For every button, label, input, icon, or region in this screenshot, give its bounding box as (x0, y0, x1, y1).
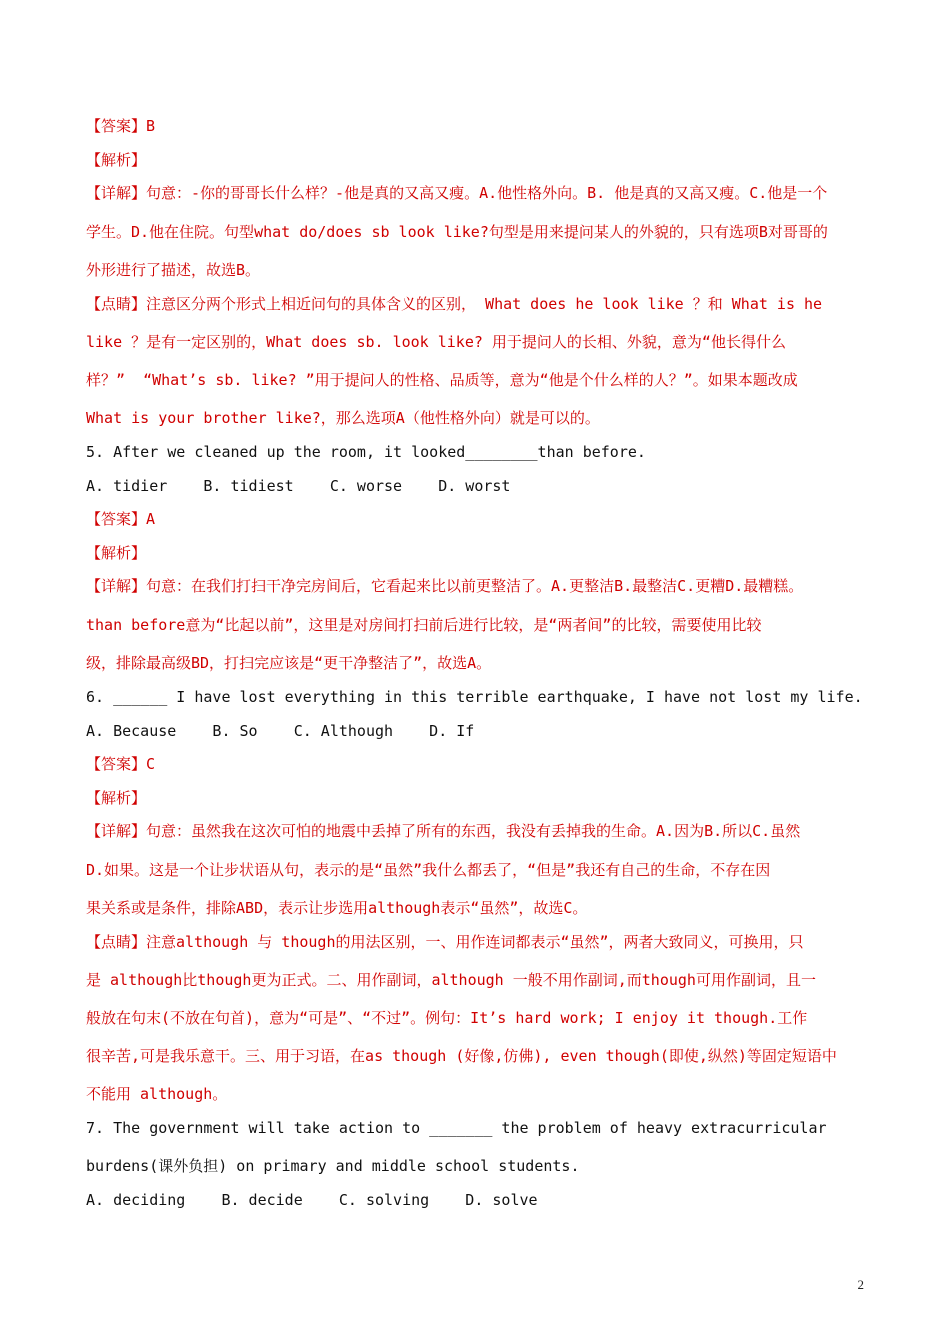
q7-options: A. deciding B. decide C. solving D. solve (86, 1191, 538, 1209)
q6-tip-line-5: 不能用 although。 (86, 1085, 228, 1103)
q5-analysis-heading: 【解析】 (86, 544, 147, 562)
q6-tip-line-1: 【点睛】注意although 与 though的用法区别，一、用作连词都表示“虽然”，两者大致同义，可换用，只 (86, 933, 804, 951)
q6-options: A. Because B. So C. Although D. If (86, 722, 475, 740)
q4-tip-line-2: like ？是有一定区别的，What does sb. look like? 用于提问人的长相、外貌，意为“他长得什么 (86, 333, 786, 351)
q7-question-line-1: 7. The government will take action to _______ the problem of heavy extracurricular (86, 1119, 827, 1137)
q5-detail-line-3: 级，排除最高级BD，打扫完应该是“更干净整洁了”，故选A。 (86, 654, 492, 672)
q6-detail-line-3: 果关系或是条件，排除ABD，表示让步选用although表示“虽然”，故选C。 (86, 899, 588, 917)
q4-detail-line-3: 外形进行了描述，故选B。 (86, 261, 261, 279)
q4-detail-line-1: 【详解】句意：-你的哥哥长什么样？-他是真的又高又瘦。A.他性格外向。B. 他是真的又高又瘦。C.他是一个 (86, 184, 828, 202)
q4-analysis-heading: 【解析】 (86, 151, 147, 169)
q6-answer: 【答案】C (86, 755, 156, 773)
q6-tip-line-3: 般放在句末(不放在句首)，意为“可是”、“不过”。例句：It’s hard work; I enjoy it though.工作 (86, 1009, 808, 1027)
q4-answer: 【答案】B (86, 117, 156, 135)
q6-tip-line-2: 是 although比though更为正式。二、用作副词，although 一般不用作副词,而though可用作副词，且一 (86, 971, 816, 989)
q4-tip-line-3: 样？” “What’s sb. like? ”用于提问人的性格、品质等，意为“他是个什么样的人？”。如果本题改成 (86, 371, 798, 389)
q5-detail-line-2: than before意为“比起以前”，这里是对房间打扫前后进行比较，是“两者间”的比较，需要使用比较 (86, 616, 762, 634)
q6-analysis-heading: 【解析】 (86, 789, 147, 807)
q4-tip-line-4: What is your brother like?，那么选项A（他性格外向）就是可以的。 (86, 409, 600, 427)
q5-answer: 【答案】A (86, 510, 156, 528)
q5-detail-line-1: 【详解】句意：在我们打扫干净完房间后，它看起来比以前更整洁了。A.更整洁B.最整洁C.更糟D.最糟糕。 (86, 577, 804, 595)
q6-detail-line-2: D.如果。这是一个让步状语从句，表示的是“虽然”我什么都丢了，“但是”我还有自己的生命，不存在因 (86, 861, 771, 879)
q4-detail-line-2: 学生。D.他在住院。句型what do/does sb look like?句型是用来提问某人的外貌的，只有选项B对哥哥的 (86, 223, 828, 241)
q6-detail-line-1: 【详解】句意：虽然我在这次可怕的地震中丢掉了所有的东西，我没有丢掉我的生命。A.因为B.所以C.虽然 (86, 822, 801, 840)
q4-tip-line-1: 【点睛】注意区分两个形式上相近问句的具体含义的区别， What does he look like ？和 What is he (86, 295, 823, 313)
q5-question: 5. After we cleaned up the room, it looked________than before. (86, 443, 646, 461)
page-number: 2 (857, 1277, 864, 1292)
q5-options: A. tidier B. tidiest C. worse D. worst (86, 477, 511, 495)
q6-question: 6. ______ I have lost everything in this terrible earthquake, I have not lost my life. (86, 688, 863, 706)
q6-tip-line-4: 很辛苦,可是我乐意干。三、用于习语，在as though (好像,仿佛), even though(即使,纵然)等固定短语中 (86, 1047, 837, 1065)
q7-question-line-2: burdens(课外负担) on primary and middle school students. (86, 1157, 580, 1175)
